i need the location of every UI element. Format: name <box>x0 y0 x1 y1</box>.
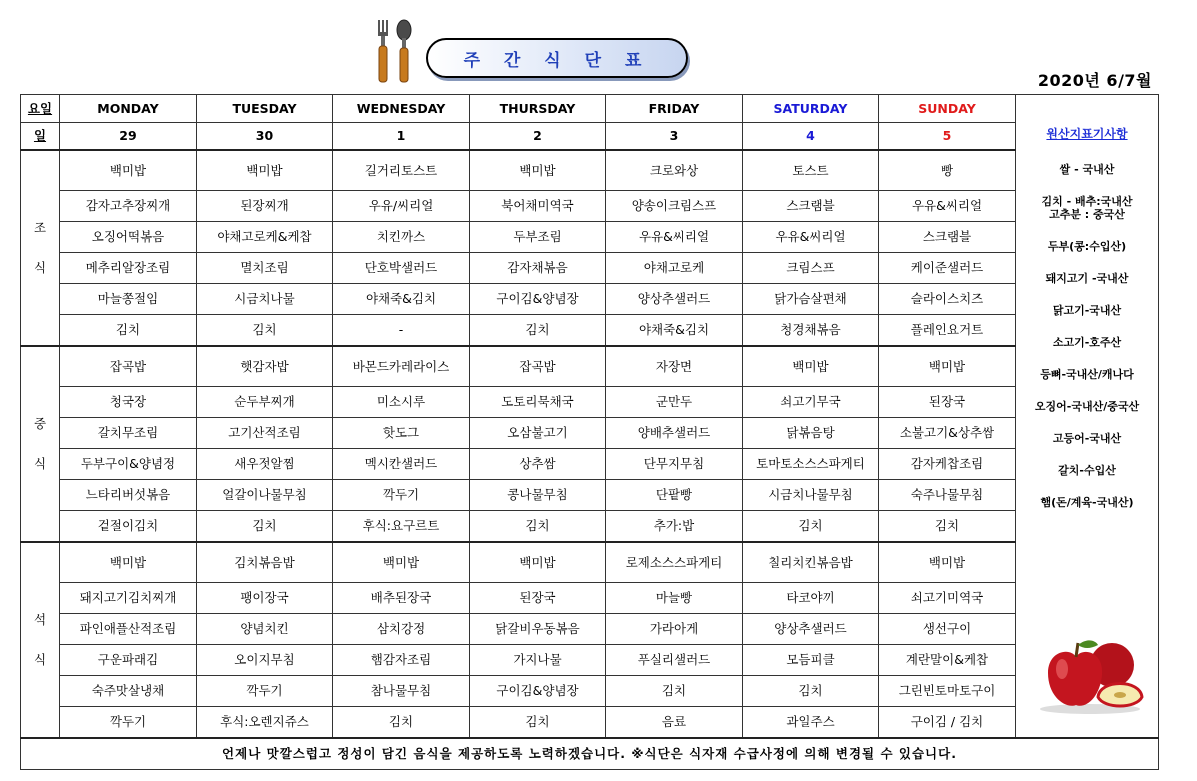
menu-cell: 칠리치킨볶음밥 <box>743 542 879 583</box>
date-cell: 1 <box>333 123 470 151</box>
meal-label <box>21 150 60 346</box>
menu-cell: 타코야끼 <box>743 583 879 614</box>
menu-cell: 토마토소스스파게티 <box>743 449 879 480</box>
menu-cell: 김치 <box>470 511 606 543</box>
meal-label-char: 조 <box>33 220 47 235</box>
menu-cell: 멸치조림 <box>197 253 333 284</box>
date-cell: 30 <box>197 123 333 151</box>
origin-item <box>1016 464 1158 477</box>
table-row <box>21 645 1159 676</box>
menu-cell: 양배추샐러드 <box>606 418 743 449</box>
origin-item-line: 오징어-국내산/중국산 <box>1034 400 1140 413</box>
menu-cell: 느타리버섯볶음 <box>60 480 197 511</box>
date-cell: 2 <box>470 123 606 151</box>
menu-cell: 콩나물무침 <box>470 480 606 511</box>
table-row <box>21 346 1159 387</box>
menu-cell: 된장찌개 <box>197 191 333 222</box>
origin-item-line: 돼지고기 -국내산 <box>1045 272 1129 285</box>
weekday-cell: TUESDAY <box>197 95 333 123</box>
menu-cell: 우유&씨리얼 <box>743 222 879 253</box>
origin-item <box>1016 400 1158 413</box>
menu-cell: 멕시칸샐러드 <box>333 449 470 480</box>
footer-row <box>21 738 1159 770</box>
meal-label-char: 석 <box>33 612 47 627</box>
menu-cell: 도토리묵채국 <box>470 387 606 418</box>
meal-label-char: 식 <box>33 652 47 667</box>
menu-cell: 구이김 / 김치 <box>879 707 1016 739</box>
date-cell: 29 <box>60 123 197 151</box>
menu-cell: 김치 <box>60 315 197 347</box>
menu-cell: 백미밥 <box>743 346 879 387</box>
menu-cell: 백미밥 <box>333 542 470 583</box>
menu-cell: 양념치킨 <box>197 614 333 645</box>
origin-item-line: 닭고기-국내산 <box>1052 304 1122 317</box>
table-row <box>21 449 1159 480</box>
menu-cell: 우유/씨리얼 <box>333 191 470 222</box>
table-row <box>21 418 1159 449</box>
menu-cell: 그린빈토마토구이 <box>879 676 1016 707</box>
table-row <box>21 253 1159 284</box>
menu-cell: 소불고기&상추쌈 <box>879 418 1016 449</box>
menu-cell: 스크램블 <box>879 222 1016 253</box>
menu-cell: 순두부찌개 <box>197 387 333 418</box>
meal-label-char: 식 <box>33 260 47 275</box>
page-title: 주 간 식 단 표 <box>463 51 651 71</box>
origin-item <box>1016 163 1158 176</box>
menu-cell: 바몬드카레라이스 <box>333 346 470 387</box>
menu-cell: 로제소스스파게티 <box>606 542 743 583</box>
menu-cell: 푸실리샐러드 <box>606 645 743 676</box>
origin-item <box>1016 272 1158 285</box>
origin-item-line: 쌀 - 국내산 <box>1059 163 1115 176</box>
table-row <box>21 676 1159 707</box>
origin-item <box>1016 304 1158 317</box>
day-label: 일 <box>21 123 60 151</box>
menu-cell: - <box>333 315 470 347</box>
table-row <box>21 542 1159 583</box>
weekday-row <box>21 95 1159 123</box>
menu-cell: 메추리알장조림 <box>60 253 197 284</box>
menu-cell: 햇감자밥 <box>197 346 333 387</box>
menu-cell: 잡곡밥 <box>60 346 197 387</box>
origin-panel <box>1016 95 1159 739</box>
weekday-cell: SUNDAY <box>879 95 1016 123</box>
menu-cell: 야채죽&김치 <box>606 315 743 347</box>
menu-cell: 된장국 <box>470 583 606 614</box>
origin-item <box>1016 240 1158 253</box>
menu-cell: 오이지무침 <box>197 645 333 676</box>
menu-cell: 과일주스 <box>743 707 879 739</box>
weekly-menu-table <box>20 94 1159 770</box>
origin-title: 원산지표기사항 <box>1046 127 1128 141</box>
menu-cell: 김치 <box>197 511 333 543</box>
menu-cell: 고기산적조림 <box>197 418 333 449</box>
origin-item-line: 갈치-수입산 <box>1058 464 1116 477</box>
menu-cell: 새우젓알찜 <box>197 449 333 480</box>
origin-item-line: 고추분 : 중국산 <box>1049 208 1125 221</box>
origin-item-line: 두부(콩:수입산) <box>1047 240 1127 253</box>
date-cell: 3 <box>606 123 743 151</box>
menu-cell: 김치볶음밥 <box>197 542 333 583</box>
apple-illustration <box>1036 635 1144 715</box>
origin-item-line: 등뼈-국내산/캐나다 <box>1040 368 1134 381</box>
menu-cell: 양송이크림스프 <box>606 191 743 222</box>
weekday-cell: THURSDAY <box>470 95 606 123</box>
menu-cell: 김치 <box>197 315 333 347</box>
menu-cell: 삼치강정 <box>333 614 470 645</box>
menu-cell: 빵 <box>879 150 1016 191</box>
menu-cell: 두부구이&양념정 <box>60 449 197 480</box>
menu-cell: 마늘쫑절임 <box>60 284 197 315</box>
menu-cell: 감자케찹조림 <box>879 449 1016 480</box>
origin-item-line: 햄(돈/계육-국내산) <box>1040 496 1134 509</box>
menu-cell: 백미밥 <box>60 542 197 583</box>
table-row <box>21 511 1159 543</box>
title-banner <box>380 18 710 84</box>
menu-cell: 케이준샐러드 <box>879 253 1016 284</box>
menu-cell: 얼갈이나물무침 <box>197 480 333 511</box>
menu-cell: 갈치무조림 <box>60 418 197 449</box>
menu-cell: 양상추샐러드 <box>606 284 743 315</box>
table-row <box>21 480 1159 511</box>
menu-cell: 백미밥 <box>879 542 1016 583</box>
menu-cell: 크림스프 <box>743 253 879 284</box>
origin-item <box>1016 195 1158 221</box>
meal-label-char: 중 <box>33 416 47 431</box>
menu-cell: 마늘빵 <box>606 583 743 614</box>
menu-cell: 시금치나물 <box>197 284 333 315</box>
menu-cell: 플레인요거트 <box>879 315 1016 347</box>
origin-item <box>1016 368 1158 381</box>
menu-cell: 김치 <box>879 511 1016 543</box>
menu-cell: 토스트 <box>743 150 879 191</box>
menu-cell: 구이김&양념장 <box>470 284 606 315</box>
menu-cell: 단팥빵 <box>606 480 743 511</box>
menu-cell: 감자고추장찌개 <box>60 191 197 222</box>
date-cell: 5 <box>879 123 1016 151</box>
footer-note: 언제나 맛깔스럽고 정성이 담긴 음식을 제공하도록 노력하겠습니다. ※식단은 식자재 수급사정에 의해 변경될 수 있습니다. <box>21 738 1159 770</box>
menu-cell: 길거리토스트 <box>333 150 470 191</box>
menu-cell: 후식:오렌지쥬스 <box>197 707 333 739</box>
origin-item <box>1016 336 1158 349</box>
apple-front <box>1048 652 1102 706</box>
menu-cell: 상추쌈 <box>470 449 606 480</box>
menu-cell: 김치 <box>743 676 879 707</box>
origin-item <box>1016 432 1158 445</box>
menu-cell: 단호박샐러드 <box>333 253 470 284</box>
table-row <box>21 191 1159 222</box>
menu-cell: 음료 <box>606 707 743 739</box>
menu-cell: 우유&씨리얼 <box>606 222 743 253</box>
date-row <box>21 123 1159 151</box>
origin-item <box>1016 496 1158 509</box>
weekday-cell: MONDAY <box>60 95 197 123</box>
meal-label <box>21 346 60 542</box>
menu-cell: 가지나물 <box>470 645 606 676</box>
menu-cell: 계란말이&케찹 <box>879 645 1016 676</box>
menu-cell: 오삼불고기 <box>470 418 606 449</box>
date-cell: 4 <box>743 123 879 151</box>
menu-cell: 팽이장국 <box>197 583 333 614</box>
table-row <box>21 387 1159 418</box>
menu-cell: 오징어떡볶음 <box>60 222 197 253</box>
table-row <box>21 222 1159 253</box>
menu-cell: 청국장 <box>60 387 197 418</box>
apple-highlight <box>1056 659 1068 679</box>
menu-cell: 숙주나물무침 <box>879 480 1016 511</box>
menu-cell: 참나물무침 <box>333 676 470 707</box>
menu-cell: 숙주맛살냉채 <box>60 676 197 707</box>
meal-label-char: 식 <box>33 456 47 471</box>
menu-cell: 미소시루 <box>333 387 470 418</box>
menu-cell: 치킨까스 <box>333 222 470 253</box>
menu-cell: 김치 <box>470 707 606 739</box>
menu-cell: 야채고로케 <box>606 253 743 284</box>
menu-cell: 시금치나물무침 <box>743 480 879 511</box>
menu-cell: 깍두기 <box>197 676 333 707</box>
menu-cell: 북어채미역국 <box>470 191 606 222</box>
menu-cell: 김치 <box>333 707 470 739</box>
menu-cell: 두부조림 <box>470 222 606 253</box>
menu-cell: 야채죽&김치 <box>333 284 470 315</box>
table-row <box>21 583 1159 614</box>
menu-cell: 크로와상 <box>606 150 743 191</box>
origin-item-line: 김치 - 배추:국내산 <box>1041 195 1133 208</box>
menu-cell: 스크램블 <box>743 191 879 222</box>
table-row <box>21 707 1159 739</box>
menu-cell: 자장면 <box>606 346 743 387</box>
menu-cell: 돼지고기김치찌개 <box>60 583 197 614</box>
menu-cell: 양상추샐러드 <box>743 614 879 645</box>
menu-cell: 닭가슴살편채 <box>743 284 879 315</box>
menu-cell: 구이김&양념장 <box>470 676 606 707</box>
menu-cell: 생선구이 <box>879 614 1016 645</box>
menu-cell: 겉절이김치 <box>60 511 197 543</box>
menu-cell: 김치 <box>743 511 879 543</box>
menu-cell: 후식:요구르트 <box>333 511 470 543</box>
menu-cell: 군만두 <box>606 387 743 418</box>
menu-cell: 김치 <box>606 676 743 707</box>
menu-cell: 청경채볶음 <box>743 315 879 347</box>
menu-cell: 우유&씨리얼 <box>879 191 1016 222</box>
table-row <box>21 284 1159 315</box>
menu-cell: 백미밥 <box>879 346 1016 387</box>
menu-cell: 닭갈비우동볶음 <box>470 614 606 645</box>
menu-cell: 백미밥 <box>197 150 333 191</box>
menu-cell: 잡곡밥 <box>470 346 606 387</box>
apple-leaf <box>1078 640 1098 648</box>
menu-cell: 슬라이스치즈 <box>879 284 1016 315</box>
table-row <box>21 315 1159 347</box>
date-label: 2020년 6/7월 <box>1037 71 1152 90</box>
menu-cell: 감자채볶음 <box>470 253 606 284</box>
weekday-label: 요일 <box>21 95 60 123</box>
title-pill <box>426 38 688 78</box>
menu-cell: 가라아게 <box>606 614 743 645</box>
menu-cell: 백미밥 <box>60 150 197 191</box>
menu-cell: 햄감자조림 <box>333 645 470 676</box>
menu-cell: 추가:밥 <box>606 511 743 543</box>
menu-cell: 야채고로케&케찹 <box>197 222 333 253</box>
origin-panel-inner <box>1016 127 1158 737</box>
menu-cell: 구운파래김 <box>60 645 197 676</box>
menu-cell: 파인애플산적조림 <box>60 614 197 645</box>
menu-cell: 깍두기 <box>60 707 197 739</box>
table-row <box>21 614 1159 645</box>
weekday-cell: FRIDAY <box>606 95 743 123</box>
menu-cell: 단무지무침 <box>606 449 743 480</box>
menu-cell: 된장국 <box>879 387 1016 418</box>
menu-cell: 핫도그 <box>333 418 470 449</box>
menu-cell: 배추된장국 <box>333 583 470 614</box>
menu-cell: 백미밥 <box>470 150 606 191</box>
menu-cell: 모듬피클 <box>743 645 879 676</box>
origin-item-line: 고등어-국내산 <box>1052 432 1122 445</box>
table-row <box>21 150 1159 191</box>
menu-cell: 백미밥 <box>470 542 606 583</box>
apple-slice-core <box>1114 692 1126 698</box>
menu-cell: 깍두기 <box>333 480 470 511</box>
weekday-cell: SATURDAY <box>743 95 879 123</box>
meal-label <box>21 542 60 738</box>
menu-cell: 김치 <box>470 315 606 347</box>
weekday-cell: WEDNESDAY <box>333 95 470 123</box>
menu-cell: 쇠고기미역국 <box>879 583 1016 614</box>
origin-item-line: 소고기-호주산 <box>1052 336 1122 349</box>
menu-cell: 쇠고기무국 <box>743 387 879 418</box>
fork-icon <box>372 18 402 84</box>
apple-stem <box>1076 643 1078 657</box>
menu-cell: 닭볶음탕 <box>743 418 879 449</box>
